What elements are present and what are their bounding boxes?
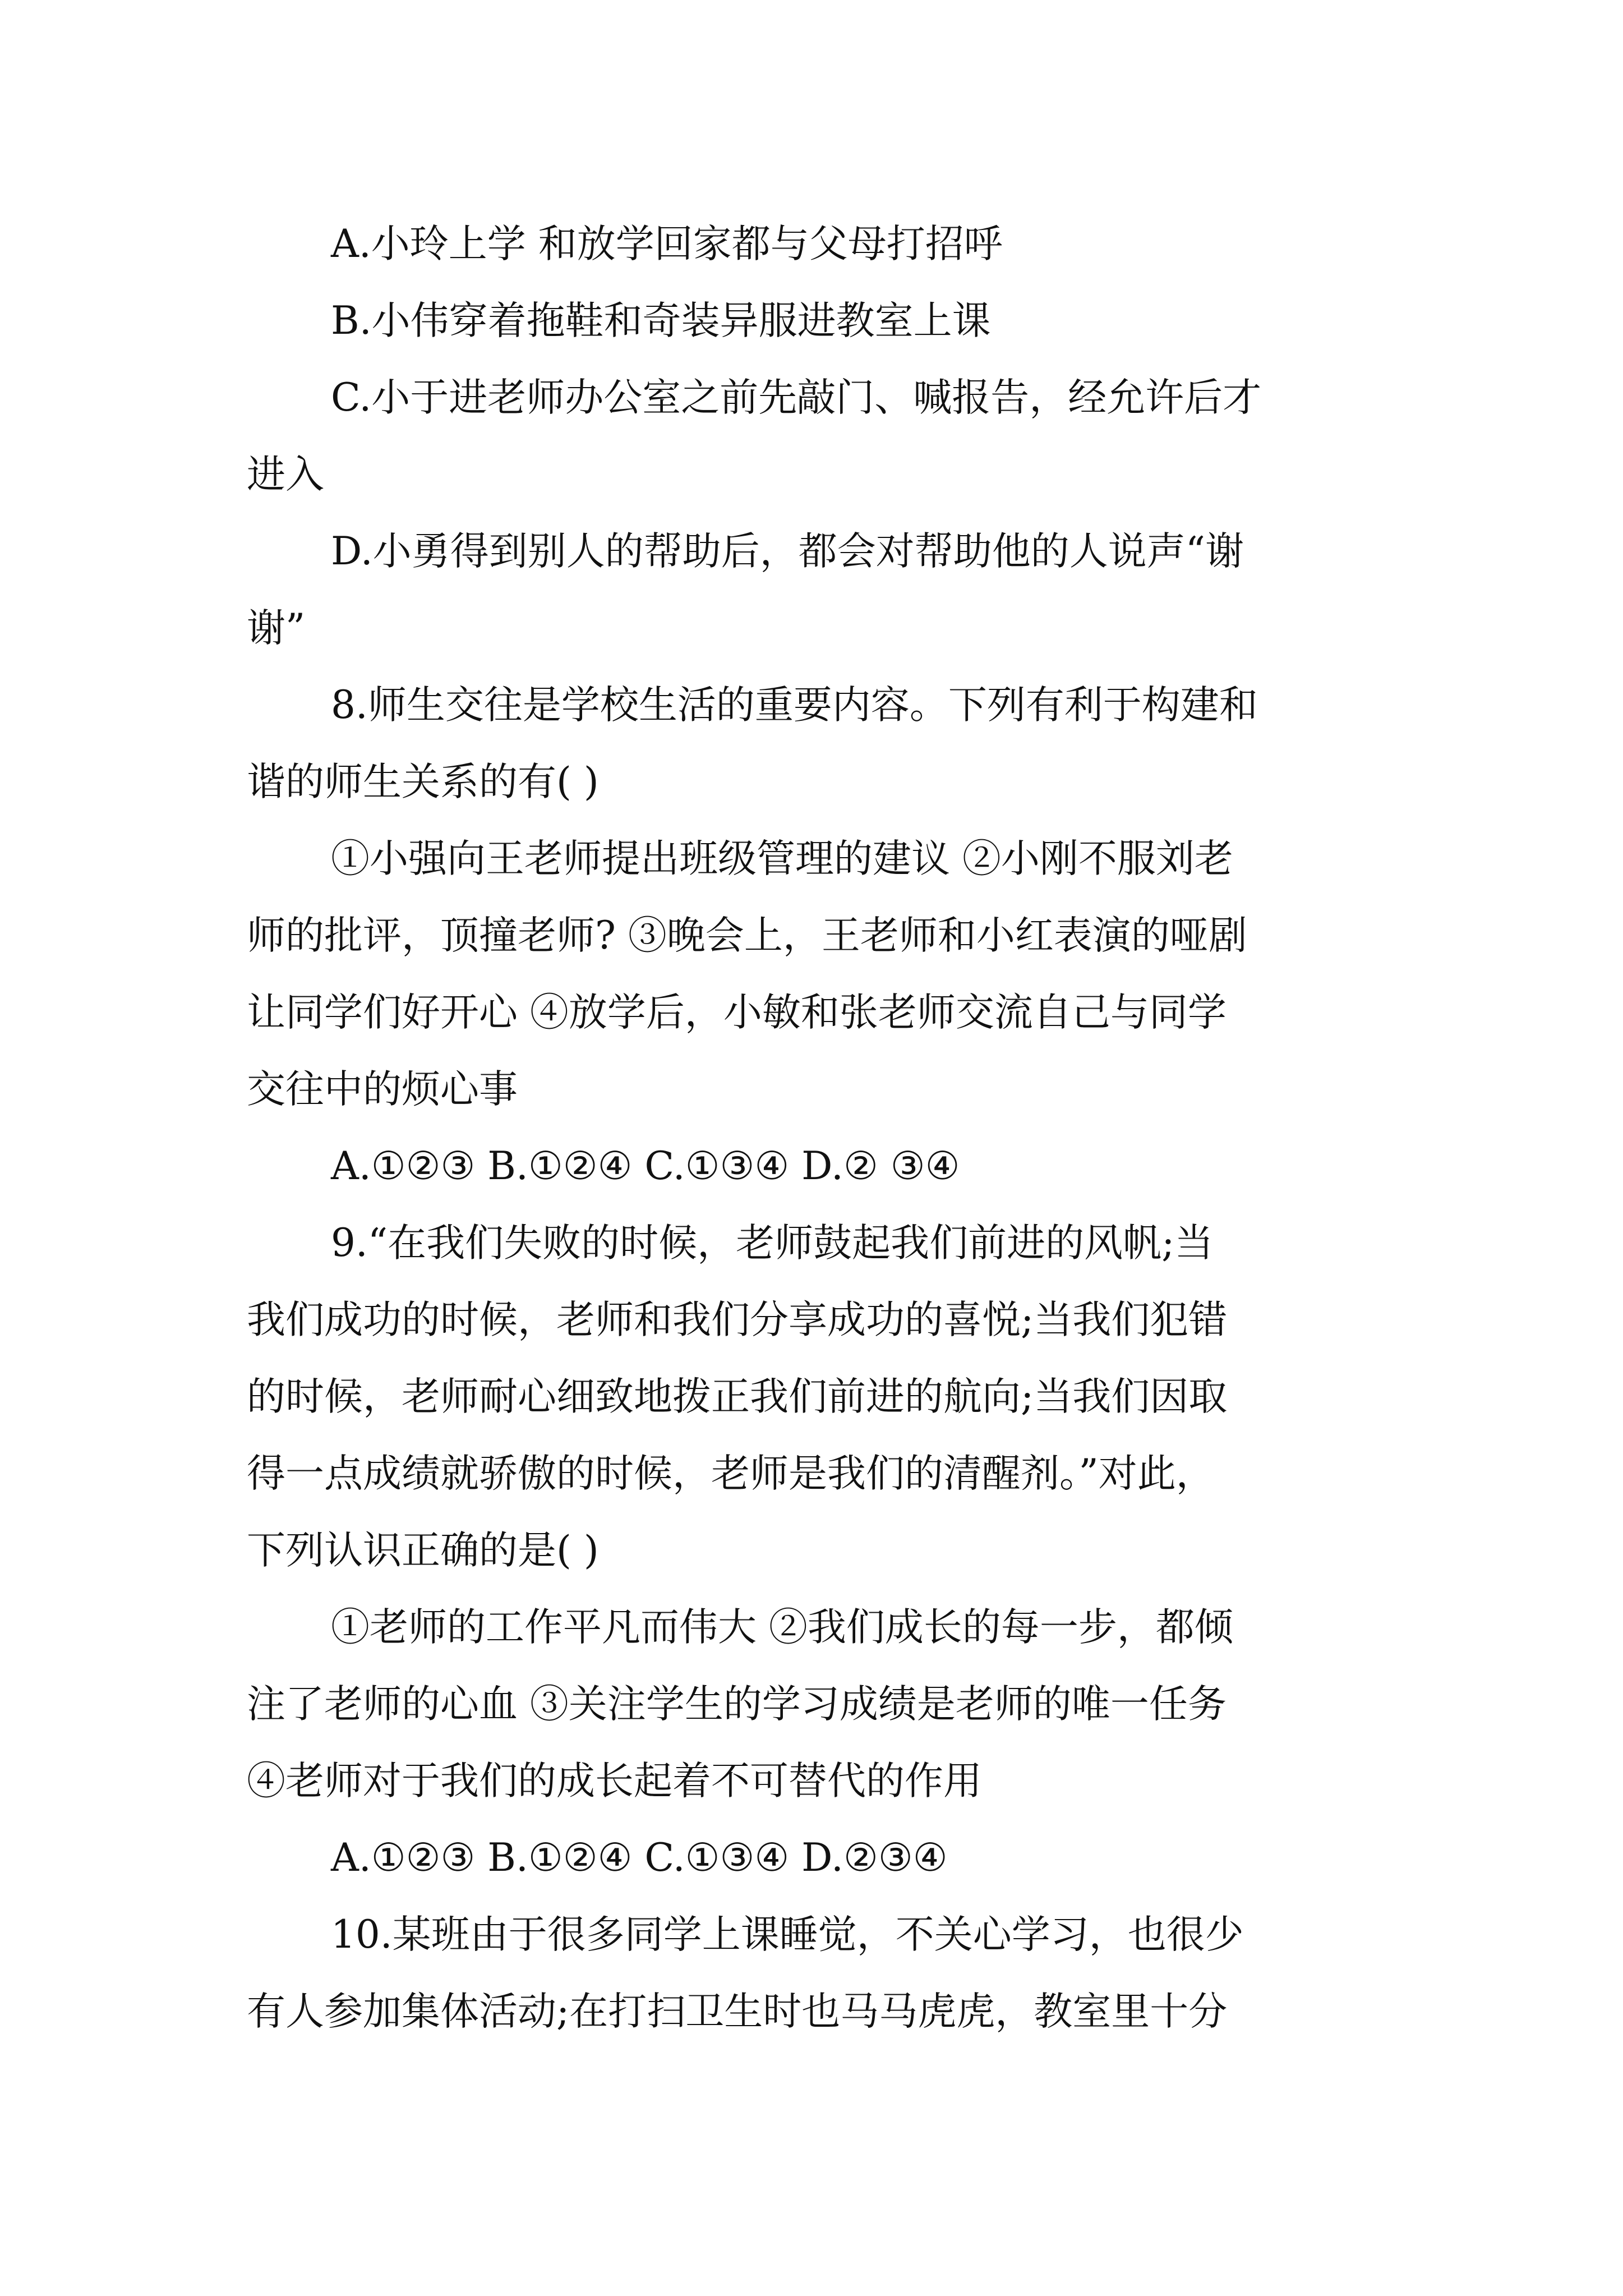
question-8-cont: 谐的师生关系的有( ) bbox=[247, 760, 599, 804]
question-9-cont-3: 得一点成绩就骄傲的时候，老师是我们的清醒剂。”对此， bbox=[247, 1451, 1215, 1496]
question-8-items: ①小强向王老师提出班级管理的建议 ②小刚不服刘老 bbox=[331, 836, 1233, 881]
question-9-cont-2: 的时候，老师耐心细致地拨正我们前进的航向;当我们因取 bbox=[247, 1374, 1228, 1419]
option-7c: C.小于进老师办公室之前先敲门、喊报告，经允许后才 bbox=[331, 375, 1262, 420]
question-8-items-3: 让同学们好开心 ④放学后，小敏和张老师交流自己与同学 bbox=[247, 990, 1227, 1035]
question-9-items-3: ④老师对于我们的成长起着不可替代的作用 bbox=[247, 1759, 982, 1803]
question-10: 10.某班由于很多同学上课睡觉，不关心学习，也很少 bbox=[331, 1912, 1244, 1957]
question-9: 9.“在我们失败的时候，老师鼓起我们前进的风帆;当 bbox=[331, 1221, 1214, 1266]
question-9-cont-1: 我们成功的时候，老师和我们分享成功的喜悦;当我们犯错 bbox=[247, 1297, 1228, 1342]
question-9-cont-4: 下列认识正确的是( ) bbox=[247, 1528, 599, 1573]
option-7a: A.小玲上学 和放学回家都与父母打招呼 bbox=[331, 222, 1003, 266]
option-7d-cont: 谢” bbox=[247, 606, 306, 651]
question-10-cont: 有人参加集体活动;在打扫卫生时也马马虎虎，教室里十分 bbox=[247, 1989, 1228, 2034]
question-9-items: ①老师的工作平凡而伟大 ②我们成长的每一步，都倾 bbox=[331, 1605, 1233, 1650]
option-7c-cont: 进入 bbox=[247, 452, 324, 497]
question-8-items-2: 师的批评，顶撞老师? ③晚会上，王老师和小红表演的哑剧 bbox=[247, 913, 1247, 958]
question-8-items-4: 交往中的烦心事 bbox=[247, 1067, 518, 1112]
question-9-items-2: 注了老师的心血 ③关注学生的学习成绩是老师的唯一任务 bbox=[247, 1682, 1227, 1727]
question-8: 8.师生交往是学校生活的重要内容。下列有利于构建和 bbox=[331, 683, 1258, 728]
option-7d: D.小勇得到别人的帮助后，都会对帮助他的人说声“谢 bbox=[331, 529, 1244, 574]
option-7b: B.小伟穿着拖鞋和奇装异服进教室上课 bbox=[331, 298, 991, 343]
question-9-options: A.①②③ B.①②④ C.①③④ D.②③④ bbox=[331, 1835, 948, 1880]
question-8-options: A.①②③ B.①②④ C.①③④ D.② ③④ bbox=[331, 1144, 960, 1189]
